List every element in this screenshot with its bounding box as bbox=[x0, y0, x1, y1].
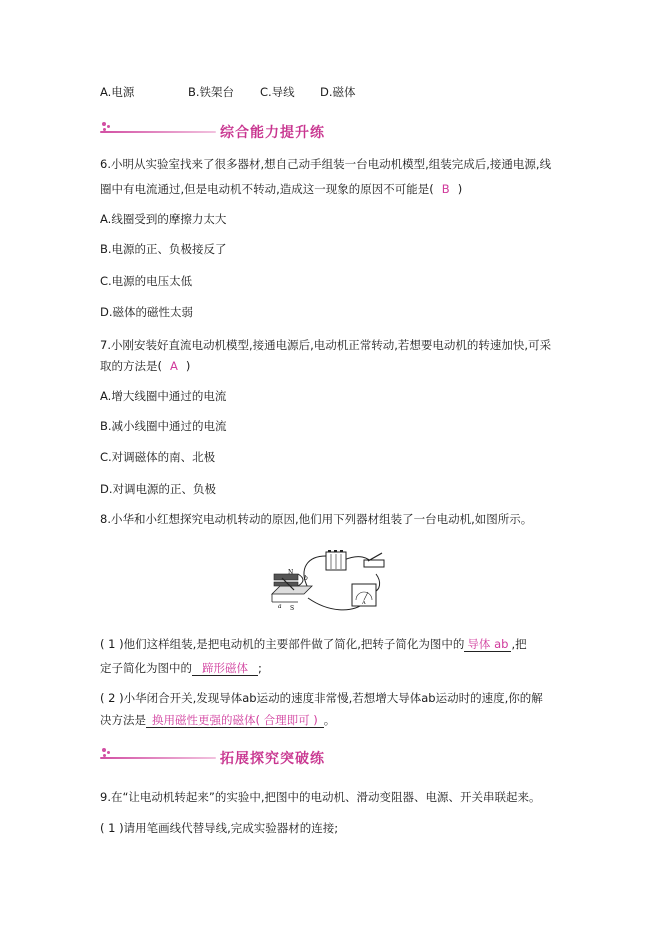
motor-apparatus-figure bbox=[268, 548, 398, 614]
q7-answer: A bbox=[170, 359, 178, 373]
q9-stem: 9.在“让电动机转起来”的实验中,把图中的电动机、滑动变阻器、电源、开关串联起来。 bbox=[100, 790, 541, 804]
q6-option-c: C.电源的电压太低 bbox=[100, 274, 193, 288]
q6-option-b: B.电源的正、负极接反了 bbox=[100, 242, 227, 256]
q6-answer: B bbox=[441, 182, 450, 196]
q6-stem-line1: 6.小明从实验室找来了很多器材,想自己动手组装一台电动机模型,组装完成后,接通电源,线 bbox=[100, 157, 552, 171]
q6-stem-line2: 圈中有电流通过,但是电动机不转动,造成这一现象的原因不可能是( B ) bbox=[100, 182, 463, 196]
q8-stem: 8.小华和小红想探究电动机转动的原因,他们用下列器材组装了一台电动机,如图所示。 bbox=[100, 512, 533, 526]
section-title: 综合能力提升练 bbox=[220, 125, 325, 141]
q8-part1-line2: 定子简化为图中的 蹄形磁体 ; bbox=[100, 661, 262, 675]
q8-answer-method: 换用磁性更强的磁体( 合理即可 ) bbox=[146, 713, 324, 728]
section-divider bbox=[100, 131, 216, 133]
q7-option-b: B.减小线圈中通过的电流 bbox=[100, 419, 227, 433]
label-s: S bbox=[290, 605, 295, 612]
q6-option-d: D.磁体的磁性太弱 bbox=[100, 305, 194, 319]
section-heading-comprehensive bbox=[100, 120, 560, 142]
option-a: A.电源 bbox=[100, 85, 135, 99]
label-b: b bbox=[304, 575, 308, 582]
section-heading-extension bbox=[100, 746, 560, 768]
q9-part1: ( 1 )请用笔画线代替导线,完成实验器材的连接; bbox=[100, 821, 339, 835]
label-n: N bbox=[288, 569, 294, 576]
q7-option-c: C.对调磁体的南、北极 bbox=[100, 450, 216, 464]
section-divider bbox=[100, 757, 216, 759]
battery-icon bbox=[326, 550, 346, 570]
switch-icon bbox=[364, 553, 384, 567]
label-a: a bbox=[278, 603, 282, 610]
q7-stem-line1: 7.小刚安装好直流电动机模型,接通电源后,电动机正常转动,若想要电动机的转速加快,可采 bbox=[100, 338, 552, 352]
q5-options-row bbox=[100, 84, 356, 100]
q7-option-a: A.增大线圈中通过的电流 bbox=[100, 389, 227, 403]
option-c: C.导线 bbox=[260, 85, 295, 99]
option-d: D.磁体 bbox=[320, 85, 356, 99]
section-title: 拓展探究突破练 bbox=[220, 751, 325, 767]
q8-answer-stator: 蹄形磁体 bbox=[192, 661, 258, 676]
q7-option-d: D.对调电源的正、负极 bbox=[100, 482, 217, 496]
q8-answer-rotor: 导体 ab bbox=[464, 637, 511, 652]
q6-option-a: A.线圈受到的摩擦力太大 bbox=[100, 212, 227, 226]
q7-stem-line2: 取的方法是( A ) bbox=[100, 359, 191, 373]
q8-part2-line1: ( 2 )小华闭合开关,发现导体ab运动的速度非常慢,若想增大导体ab运动时的速度,你的解 bbox=[100, 691, 543, 705]
ammeter-icon bbox=[352, 584, 376, 606]
q8-part1-line1: ( 1 )他们这样组装,是把电动机的主要部件做了简化,把转子简化为图中的 导体 ab ,把 bbox=[100, 637, 527, 651]
option-b: B.铁架台 bbox=[188, 85, 235, 99]
label-meter: A bbox=[362, 600, 366, 606]
q8-part2-line2: 决方法是 换用磁性更强的磁体( 合理即可 ) 。 bbox=[100, 713, 336, 727]
